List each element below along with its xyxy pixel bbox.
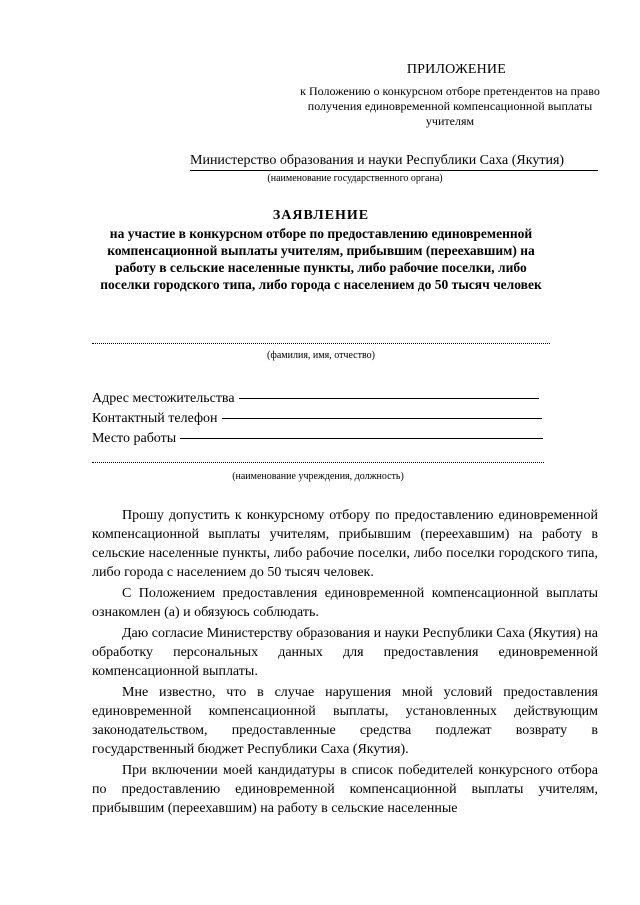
organ-name: Министерство образования и науки Республики Саха (Якутия) <box>190 153 565 168</box>
address-field[interactable] <box>92 391 539 407</box>
organ-caption: (наименование государственного органа) <box>267 173 443 184</box>
phone-field[interactable] <box>92 411 542 427</box>
phone-label: Контактный телефон <box>92 411 218 426</box>
address-label: Адрес местожительства <box>92 391 235 406</box>
workplace-caption: (наименование учреждения, должность) <box>232 471 404 482</box>
title-block <box>92 207 550 293</box>
document-title: ЗАЯВЛЕНИЕ <box>272 208 370 223</box>
paragraph-acknowledgement: С Положением предоставления единовременной компенсационной выплаты ознакомлен (а) и обязуюсь соблюдать. <box>92 586 598 620</box>
address-input-line[interactable] <box>239 397 539 399</box>
workplace-label: Место работы <box>92 431 177 446</box>
appendix-note: к Положению о конкурсном отборе претендентов на право получения единовременной компенсационной выплаты учителям <box>300 84 600 128</box>
paragraph-consent: Даю согласие Министерству образования и науки Республики Саха (Якутия) на обработку персональных данных для предоставления единовременной компенсационной выплаты. <box>92 626 598 679</box>
appendix-title: ПРИЛОЖЕНИЕ <box>406 62 506 77</box>
document-subtitle: на участие в конкурсном отборе по предоставлению единовременной компенсационной выплаты учителям, прибывшим (переехавшим) на работу в сельские населенные пункты, либо рабочие поселки, либо поселки городского типа, либо города с населением до 50 тысяч человек <box>100 226 542 292</box>
workplace-field[interactable] <box>92 431 543 447</box>
applicant-name-caption: (фамилия, имя, отчество) <box>267 350 375 361</box>
workplace-extra-line[interactable] <box>92 462 544 463</box>
organ-underline <box>190 170 598 171</box>
phone-input-line[interactable] <box>222 417 542 419</box>
paragraph-winners: При включении моей кандидатуры в список победителей конкурсного отбора по предоставлению единовременной компенсационной выплаты учителям, прибывшим (переехавшим) на работу в сельские населенные <box>92 763 598 816</box>
workplace-input-line[interactable] <box>180 437 543 439</box>
paragraph-liability: Мне известно, что в случае нарушения мной условий предоставления единовременной компенсационной выплаты, установленных действующим законодательством, предоставленные средства подлежат возврату в государственный бюджет Республики Саха (Якутия). <box>92 685 598 757</box>
paragraph-request: Прошу допустить к конкурсному отбору по предоставлению единовременной компенсационной выплаты учителям, прибывшим (переехавшим) на работу в сельские населенные пункты, либо рабочие поселки, либо поселки городского типа, либо города с населением до 50 тысяч человек. <box>92 508 598 580</box>
statement-body <box>92 506 598 820</box>
applicant-name-line[interactable] <box>92 343 550 344</box>
